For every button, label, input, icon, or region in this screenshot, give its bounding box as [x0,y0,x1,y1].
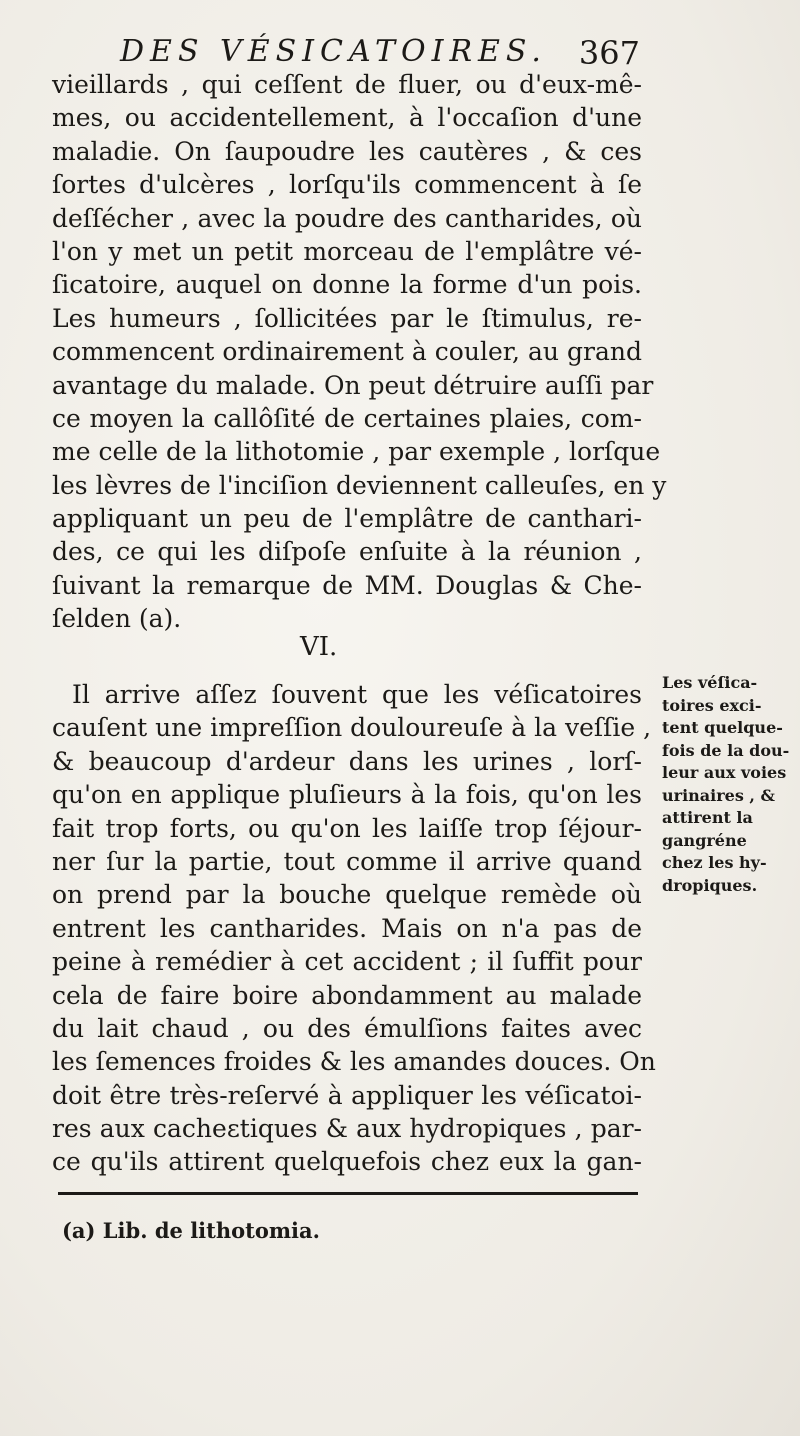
text-line: du lait chaud , ou des émulſions faites avec [52,1013,642,1043]
text-line: commencent ordinairement à couler, au grand [52,337,642,367]
margin-note-line: attirent la [662,808,753,827]
text-line: des, ce qui les diſpoſe enſuite à la réunion , [52,537,642,567]
text-line: Les humeurs , ſollicitées par le ſtimulus, re- [52,303,642,333]
text-line: peine à remédier à cet accident ; il ſuffit pour [52,947,642,977]
text-line: ner ſur la partie, tout comme il arrive quand [52,846,642,876]
margin-note-line: gangréne [662,830,747,850]
margin-note-line: leur aux voies [662,763,787,782]
text-line: fait trop forts, ou qu'on les laiſſe trop ſéjour- [52,813,642,843]
text-line: avantage du malade. On peut détruire auſſi par [52,370,654,400]
text-line: les ſemences froides & les amandes douces. On [52,1047,656,1077]
margin-note-line: dropiques. [662,875,758,895]
text-line: cela de faire boire abondamment au malade [52,980,642,1010]
text-line: ce moyen la callôſité de certaines plaies, com- [52,403,642,433]
text-line: ſicatoire, auquel on donne la forme d'un pois. [52,270,642,300]
paragraph-2 [52,678,656,1179]
text-line: Il arrive aſſez ſouvent que les véſicatoires [72,680,642,709]
footnote-rule [58,1192,638,1195]
text-line: ſortes d'ulcères , lorſqu'ils commencent à ſe [52,170,642,200]
text-line: & beaucoup d'ardeur dans les urines , lorſ- [52,746,642,776]
running-title: DES VÉSICATOIRES. [120,34,547,69]
text-line: mes, ou accidentellement, à l'occaſion d'une [52,103,642,133]
margin-note-line: fois de la dou- [662,740,790,760]
text-line: deſſécher , avec la poudre des cantharides, où [52,203,642,233]
text-line: appliquant un peu de l'emplâtre de canthari- [52,504,642,534]
margin-note-line: chez les hy- [662,853,767,872]
text-line: cauſent une impreſſion douloureuſe à la veſſie , [52,713,652,743]
text-line: maladie. On ſaupoudre les cautères , & ces [52,136,642,166]
text-line: entrent les cantharides. Mais on n'a pas de [52,913,642,943]
text-line: les lèvres de l'inciſion deviennent calleuſes, en y [52,470,667,500]
margin-note [662,672,792,897]
margin-note-line: Les véſica- [662,673,758,692]
margin-note-line: urinaires , & [662,785,775,805]
text-line: ce qu'ils attirent quelquefois chez eux la gan- [52,1147,642,1177]
text-line: ſuivant la remarque de MM. Douglas & Che- [52,570,642,600]
text-line: l'on y met un petit morceau de l'emplâtre vé- [52,236,642,266]
text-line: vieillards , qui ceſſent de fluer, ou d'eux-mê- [52,70,642,99]
footnote: (a) Lib. de lithotomia. [62,1218,320,1243]
text-line: on prend par la bouche quelque remède où [52,880,642,910]
text-line: qu'on en applique pluſieurs à la fois, qu'on les [52,780,642,810]
section-heading: VI. [300,632,338,662]
margin-note-line: tent quelque- [662,718,783,737]
margin-note-line: toires exci- [662,695,762,715]
page-number: 367 [578,34,640,72]
text-line: ſelden (a). [52,604,182,634]
text-line: res aux cacheɛtiques & aux hydropiques , par- [52,1114,642,1144]
paragraph-1 [52,68,667,636]
text-line: doit être très-reſervé à appliquer les véſicatoi- [52,1080,642,1110]
text-line: me celle de la lithotomie , par exemple , lorſque [52,437,661,467]
